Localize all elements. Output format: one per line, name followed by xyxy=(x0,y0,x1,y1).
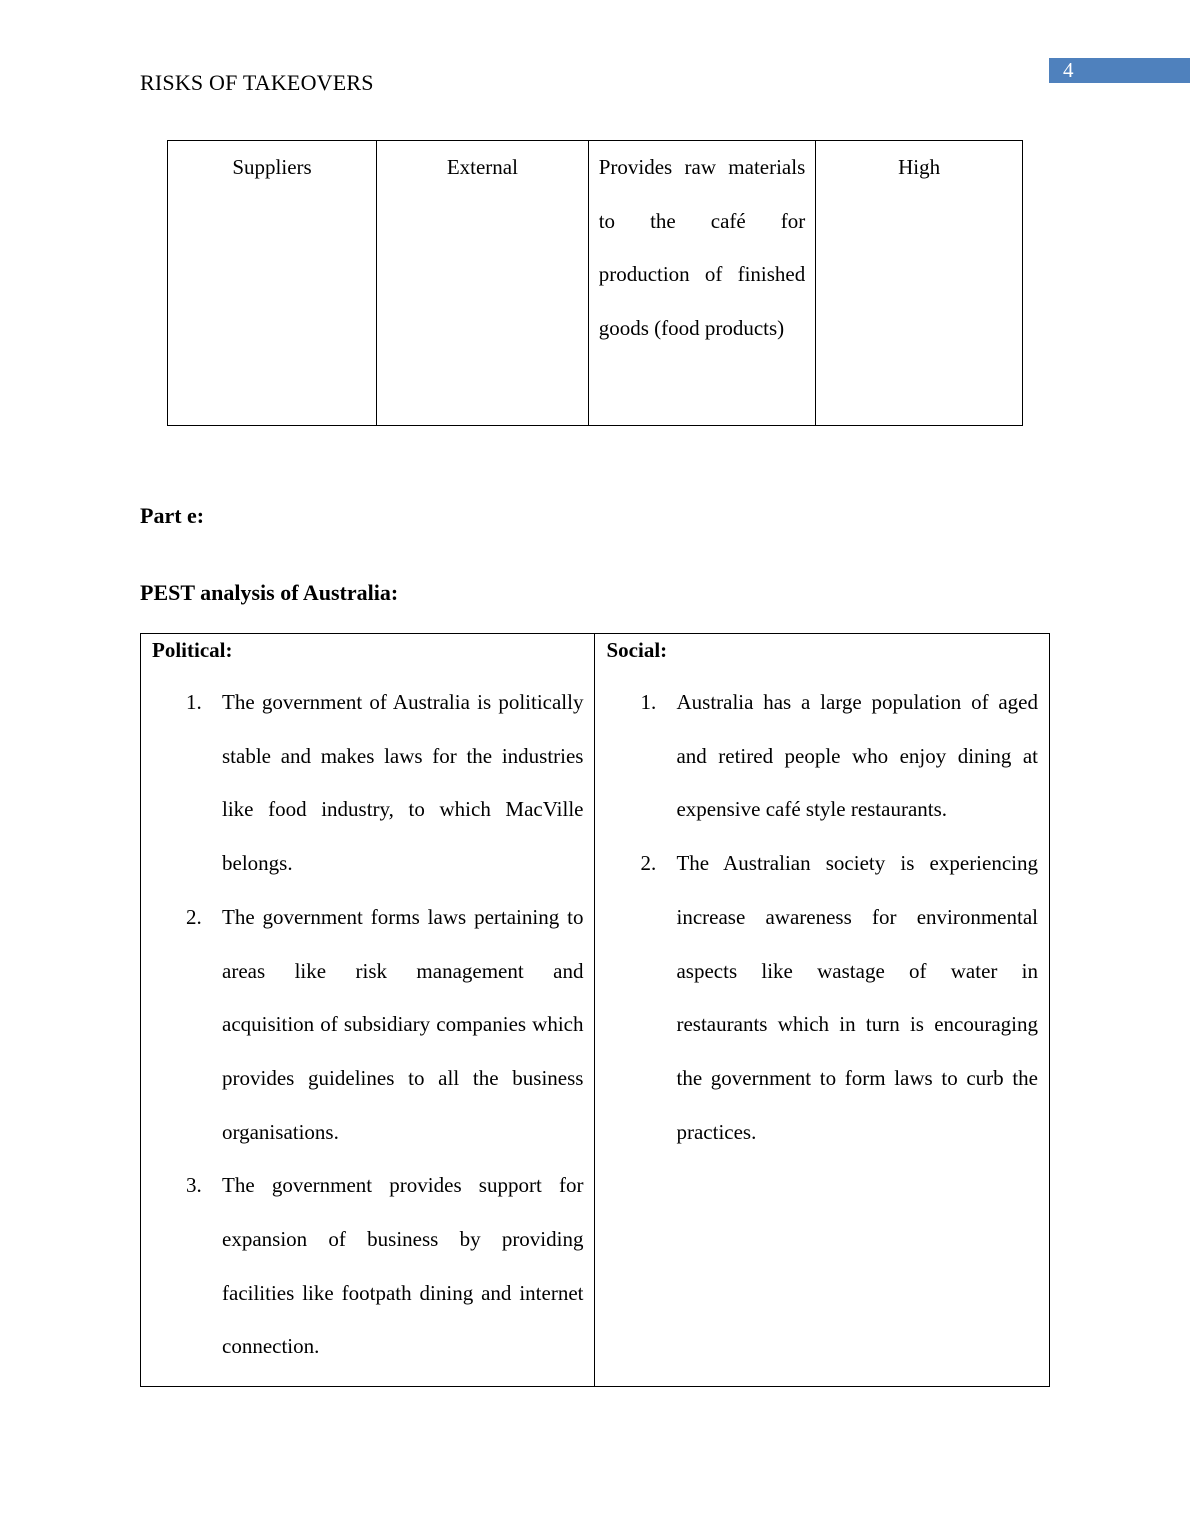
pest-heading: PEST analysis of Australia: xyxy=(140,580,399,605)
list-item-text: Australia has a large population of aged and retired people who enjoy dining at expensive café style restaurants. xyxy=(676,690,1038,822)
political-list xyxy=(152,676,583,1374)
stakeholder-table xyxy=(167,140,1023,426)
list-item-text: The government of Australia is politically stable and makes laws for the industries like food industry, to which MacVille belongs. xyxy=(222,690,584,876)
page-number: 4 xyxy=(1049,58,1190,83)
stakeholder-description-cell xyxy=(588,141,816,426)
stakeholder-name: Suppliers xyxy=(232,155,312,179)
stakeholder-importance: High xyxy=(898,155,941,179)
social-list xyxy=(606,676,1038,1159)
list-item: 3. The government provides support for expansion of business by providing facilities like footpath dining and internet connection. xyxy=(186,1173,584,1359)
table-row xyxy=(168,141,1023,426)
stakeholder-importance-cell xyxy=(816,141,1023,426)
list-item-text: The government provides support for expansion of business by providing facilities like footpath dining and internet connection. xyxy=(222,1173,584,1359)
table-row xyxy=(141,634,1050,1387)
part-heading: Part e: xyxy=(140,503,205,528)
stakeholder-cell xyxy=(168,141,377,426)
stakeholder-description: Provides raw materials to the café for production of finished goods (food products) xyxy=(598,155,806,341)
social-title: Social: xyxy=(606,638,668,662)
running-header: RISKS OF TAKEOVERS xyxy=(140,70,374,95)
list-item-text: The Australian society is experiencing increase awareness for environmental aspects like wastage of water in restaurants which in turn is encouraging the government to form laws to curb the practices. xyxy=(676,851,1038,1144)
list-item: 1. Australia has a large population of aged and retired people who enjoy dining at expensive café style restaurants. xyxy=(640,690,1038,822)
list-item: 2. The government forms laws pertaining to areas like risk management and acquisition of subsidiary companies which provides guidelines to all the business organisations. xyxy=(186,904,584,1144)
list-item: 2. The Australian society is experiencing increase awareness for environmental aspects like wastage of water in restaurants which in turn is encouraging the government to form laws to curb the practices. xyxy=(640,851,1038,1144)
stakeholder-type-cell xyxy=(377,141,589,426)
political-title: Political: xyxy=(152,638,233,662)
list-item-text: The government forms laws pertaining to areas like risk management and acquisition of subsidiary companies which provides guidelines to all the business organisations. xyxy=(222,904,584,1144)
pest-table xyxy=(140,633,1050,1387)
list-item: 1. The government of Australia is politically stable and makes laws for the industries like food industry, to which MacVille belongs. xyxy=(186,690,584,876)
stakeholder-type: External xyxy=(446,155,518,179)
political-cell xyxy=(141,634,595,1387)
social-cell xyxy=(595,634,1050,1387)
